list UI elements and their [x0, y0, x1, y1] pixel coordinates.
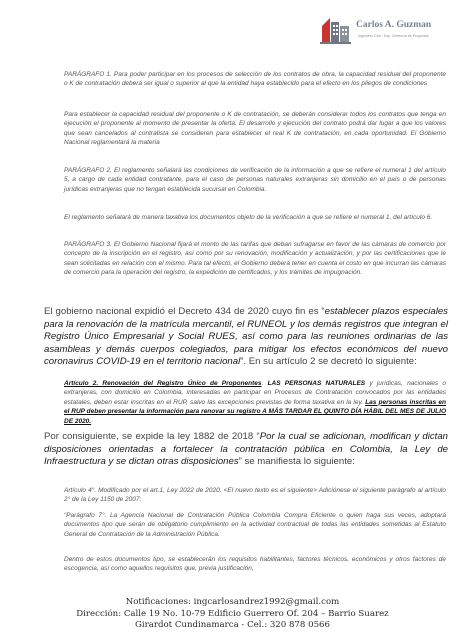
article-2-underlined: Las personas inscritas en el RUP deben presentar la información para renovar su registro A MÁS TARDAR EL QUINTO DÍA HÁBIL DEL MES DE JULIO DE 2020.: [64, 398, 447, 425]
paragraph-paragrafo-2: PARÁGRAFO 2. El reglamento señalará las condiciones de verificación de la información a que se refiere el numeral 1 del artículo 5, a cargo de cada entidad contratante, para el caso de personas naturales extranjeras sin domicilio en el país o de personas jurídicas extranjeras que no tengan establecida sucursal en Colombia.: [64, 167, 446, 193]
paragraph-reglamento: El reglamento señalará de manera taxativa los documentos objeto de la verificación a que se refiere el numeral 1, del artículo 6.: [64, 214, 433, 221]
footer-address: Dirección: Calle 19 No. 10-79 Edificio Guerrero Of. 204 – Barrio Suarez: [76, 608, 389, 619]
paragraph-capacidad-residual: Para establecer la capacidad residual del proponente o K de contratación, se deberán considerar todos los contratos que tenga en ejecución el proponente al momento de presentar la oferta. El desarrollo y ejecución del contrato podrá dar lugar a que los valores que sean cancelados al contratista se consideren para establecer el real K de contratación, en cada oportunidad. El Gobierno Nacional reglamentará la materia: [64, 111, 446, 147]
main2-intro: Por consiguiente, se expide la ley 1882 de 2018 “: [44, 431, 260, 442]
building-logo-icon: [318, 12, 354, 48]
paragrafo-7-quote: “Parágrafo 7°. La Agencia Nacional de Contratación Pública Colombia Compra Eficiente o quien haga sus veces, adoptará documentos tipo que serán de obligatorio cumplimiento en la actividad contractual de todas las entidades sometidas al Estatuto General de Contratación de la Administración Pública.: [64, 512, 446, 538]
footer: [0, 597, 465, 632]
footer-email: Notificaciones: ingcarlosandrez1992@gmail.com: [125, 597, 340, 607]
main1-intro: El gobierno nacional expidió el Decreto 434 de 2020 cuyo fin es “: [44, 306, 325, 317]
article-2-title: Artículo 2. Renovación del Registro Único de Proponentes: [64, 380, 262, 387]
article-2-body: y jurídicas, nacionales o extranjeras, con domicilio en Colombia, interesadas en participar en Procesos de Contratación convocados por las entidades estatales, deben estar inscritas en el RUP, salvo las excepciones previstas de forma taxativa en la ley.: [64, 380, 446, 406]
logo-subtitle: Ingeniero Civil - Esp. Gerencia de Proyectos: [358, 34, 429, 38]
main-paragraph-decreto: [44, 306, 448, 369]
main1-outro: ”. En su artículo 2 se decretó lo siguiente:: [240, 356, 417, 368]
logo-name: Carlos A. Guzman: [356, 20, 432, 30]
article-2-quote: Artículo 2. Renovación del Registro Único de Proponentes. LAS PERSONAS NATURALES y jurídicas, nacionales o extranjeras, con domicilio en Colombia, interesadas en participar en Procesos de Contratación convocados por las entidades estatales, deben estar inscritas en el RUP, salvo las excepciones previstas de forma taxativa en la ley. Las personas inscritas en el RUP deben presentar la información para renovar su registro A MÁS TARDAR EL QUINTO DÍA HÁBIL DEL MES DE JULIO DE 2020.: [64, 380, 447, 425]
main2-quote: Por la cual se adicionan, modifican y dictan disposiciones orientadas a fortalecer la contratación pública en Colombia, la Ley de Infraestructura y se dictan otras disposiciones: [44, 431, 449, 468]
footer-phone: Girardot Cundinamarca - Cel.: 320 878 0566: [135, 620, 330, 630]
main1-quote: establecer plazos especiales para la renovación de la matrícula mercantil, el RUNEOL y los demás registros que integran el Registro Único Empresarial y Social RUES, así como para las reuniones ordinarias de las asambleas y demás cuerpos colegiados, para mitigar los efectos económicos del nuevo coronavirus COVID-19 en el territorio nacional: [44, 306, 448, 368]
main2-outro: ” se manifiesta lo siguiente:: [238, 456, 355, 468]
article-2-bold: LAS PERSONAS NATURALES: [267, 380, 366, 387]
documentos-tipo-quote: Dentro de estos documentos tipo, se establecerán los requisitos habilitantes, factores técnicos, económicos y otros factores de escogencia, así como aquellos requisitos que, previa justificación,: [64, 556, 446, 573]
main-paragraph-ley: [44, 431, 448, 469]
header-logo: [318, 12, 453, 52]
paragraph-paragrafo-3: PARÁGRAFO 3. El Gobierno Nacional fijará el monto de las tarifas que deban sufragarse en favor de las cámaras de comercio por concepto de la inscripción en el registro, así como por su renovación, modificación y actualización, y por las certificaciones que le sean solicitadas en relación con el mismo. Para tal efecto, el Gobierno deberá tener en cuenta el costo en que incurran las cámaras de comercio para la operación del registro, la expedición de certificados, y los trámites de impugnación.: [64, 241, 446, 277]
paragraph-paragrafo-1: PARÁGRAFO 1. Para poder participar en los procesos de selección de los contratos de obra, la capacidad residual del proponente o K de contratación deberá ser igual o superior al que la entidad haya establecido para el efecto en los pliegos de condiciones: [64, 71, 446, 88]
article-4-quote: Artículo 4°. Modificado por el art.1, Ley 2022 de 2020. <El nuevo texto es el siguiente> Adiciónese el siguiente parágrafo al artículo 2° de la Ley 1150 de 2007:: [64, 487, 446, 504]
